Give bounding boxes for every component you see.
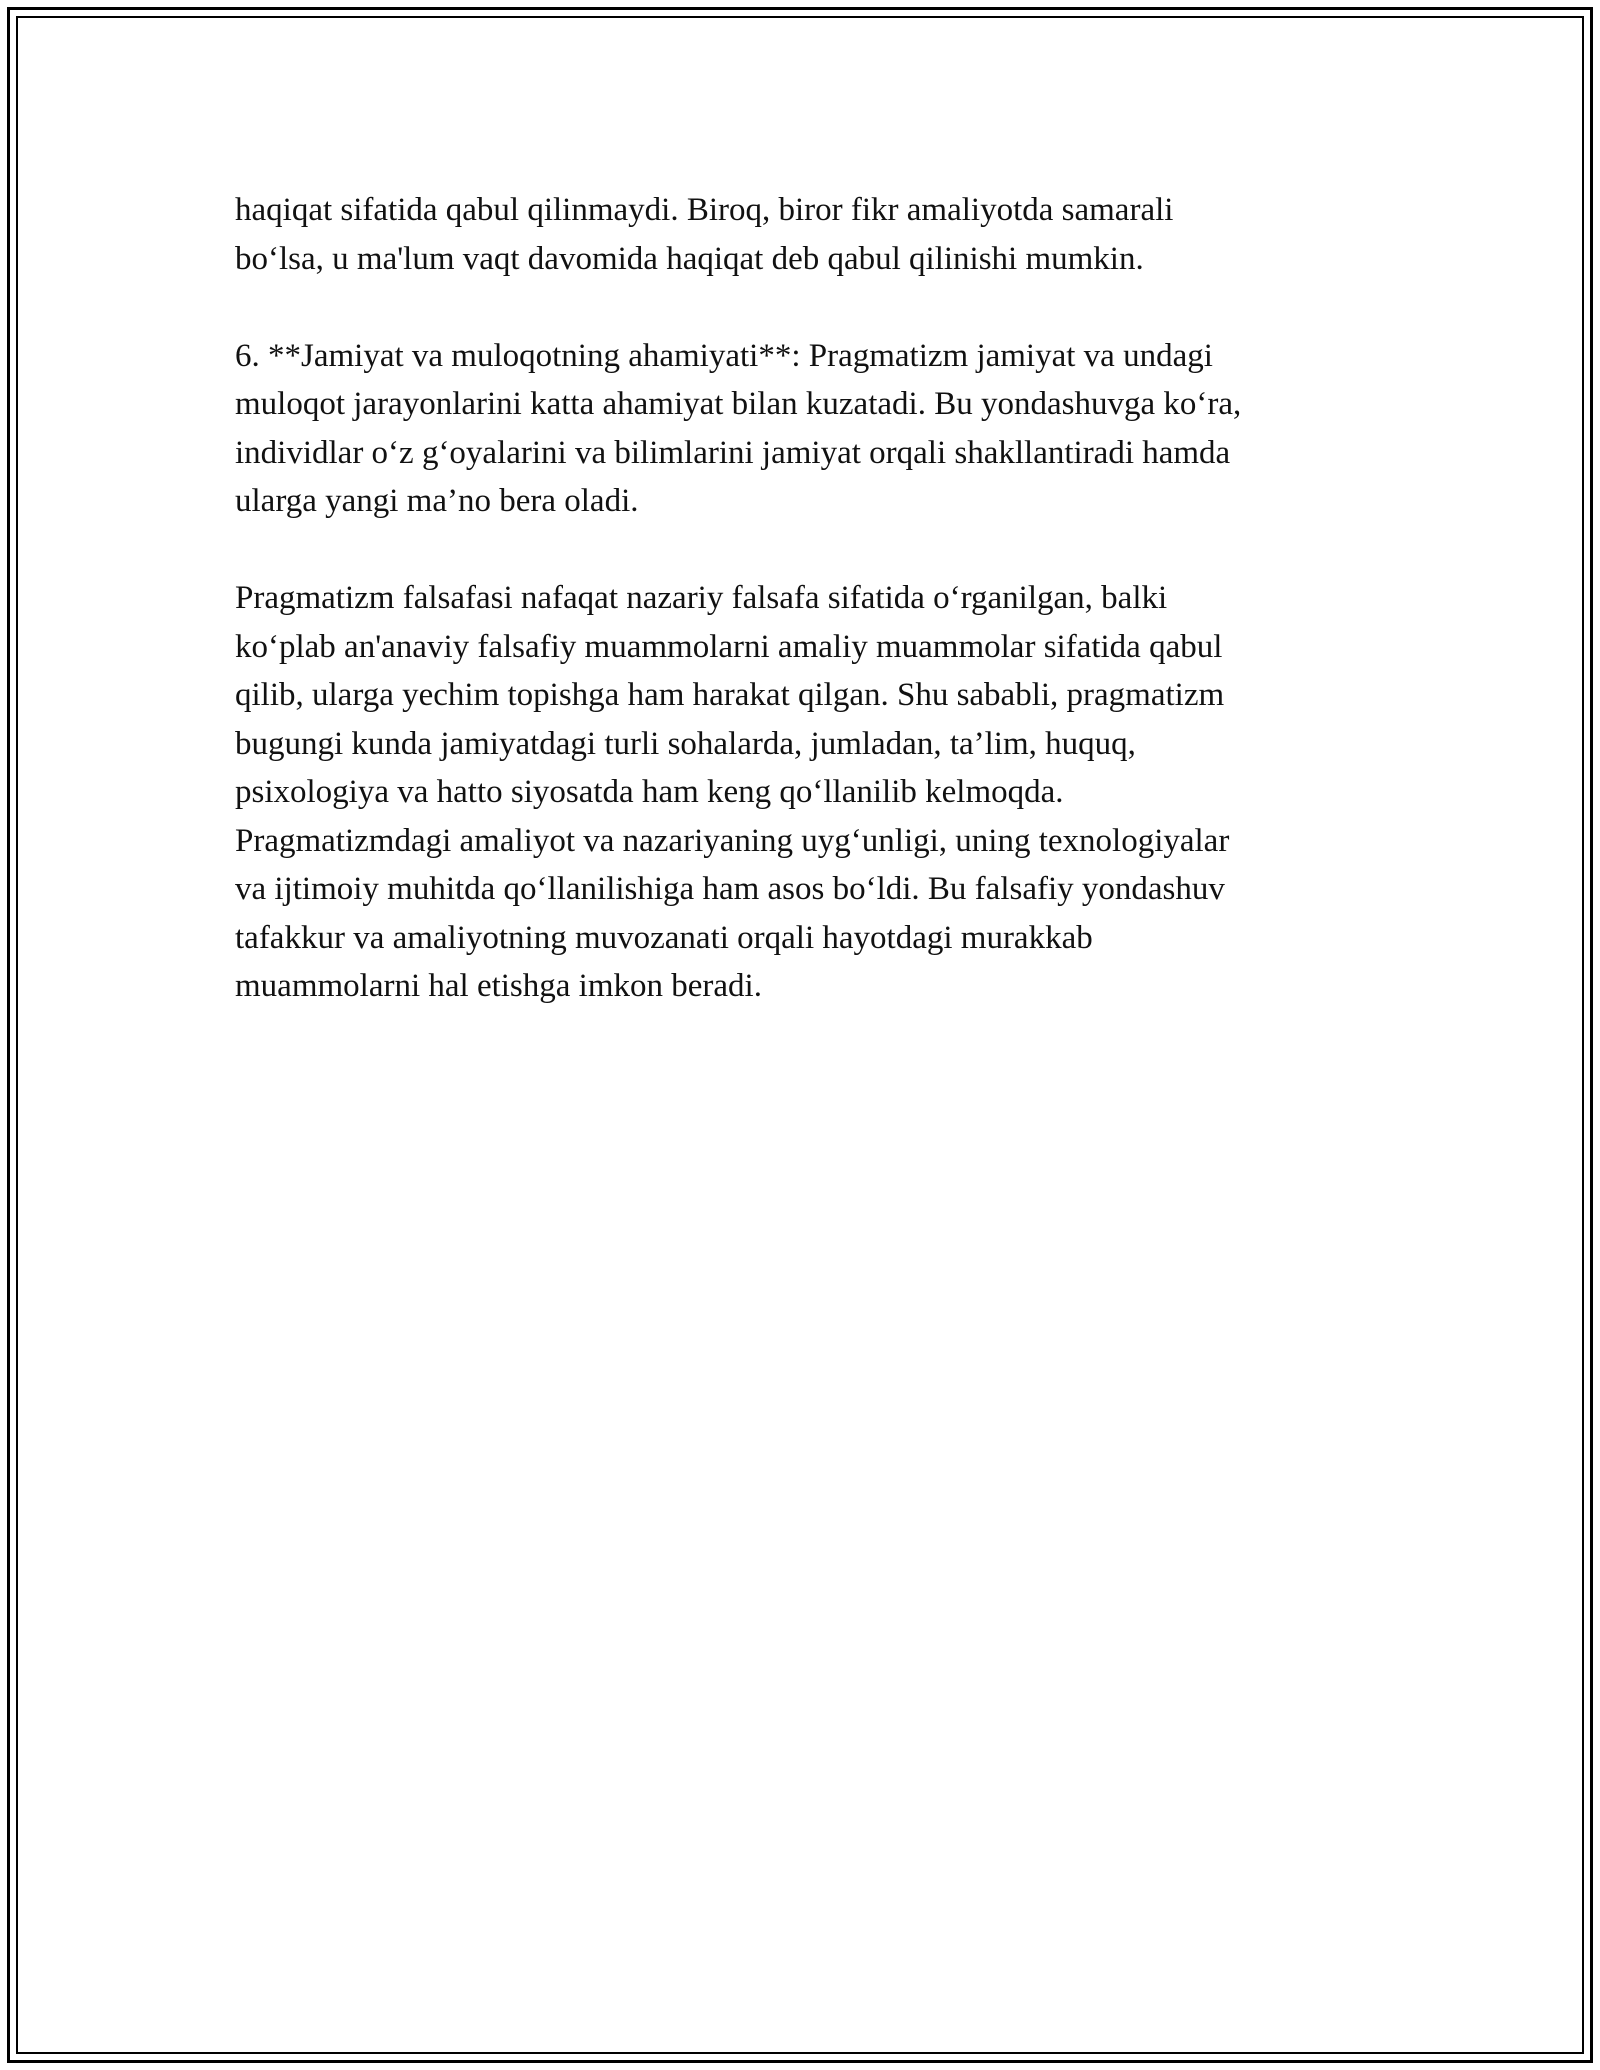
paragraph-item-6 [235, 332, 1375, 526]
text-line: Pragmatizmdagi amaliyot va nazariyaning uyg‘unligi, uning texnologiyalar [235, 822, 1230, 859]
text-line: bugungi kunda jamiyatdagi turli sohalarda, jumladan, ta’lim, huquq, [235, 725, 1136, 762]
text-line: 6. **Jamiyat va muloqotning ahamiyati**: Pragmatizm jamiyat va undagi [235, 337, 1213, 374]
text-line: Pragmatizm falsafasi nafaqat nazariy falsafa sifatida o‘rganilgan, balki [235, 580, 1168, 616]
text-line: individlar o‘z g‘oyalarini va bilimlarini jamiyat orqali shakllantiradi hamda [235, 434, 1231, 471]
text-line: bo‘lsa, u ma'lum vaqt davomida haqiqat deb qabul qilinishi mumkin. [235, 240, 1144, 277]
text-line: va ijtimoiy muhitda qo‘llanilishiga ham asos bo‘ldi. Bu falsafiy yondashuv [235, 871, 1225, 907]
text-line: tafakkur va amaliyotning muvozanati orqali hayotdagi murakkab [235, 919, 1093, 956]
text-line: psixologiya va hatto siyosatda ham keng qo‘llanilib kelmoqda. [235, 774, 1064, 810]
text-line: ko‘plab an'anaviy falsafiy muammolarni amaliy muammolar sifatida qabul [235, 628, 1223, 665]
page-body [235, 186, 1375, 1059]
paragraph-conclusion [235, 574, 1375, 1011]
text-line: qilib, ularga yechim topishga ham harakat qilgan. Shu sababli, pragmatizm [235, 677, 1225, 713]
text-line: ularga yangi ma’no bera oladi. [235, 483, 639, 519]
text-line: muammolarni hal etishga imkon beradi. [235, 968, 762, 1004]
paragraph-criteria-continuation [235, 186, 1375, 283]
text-line: haqiqat sifatida qabul qilinmaydi. Biroq, biror fikr amaliyotda samarali [235, 192, 1174, 228]
text-line: muloqot jarayonlarini katta ahamiyat bilan kuzatadi. Bu yondashuvga ko‘ra, [235, 386, 1242, 422]
